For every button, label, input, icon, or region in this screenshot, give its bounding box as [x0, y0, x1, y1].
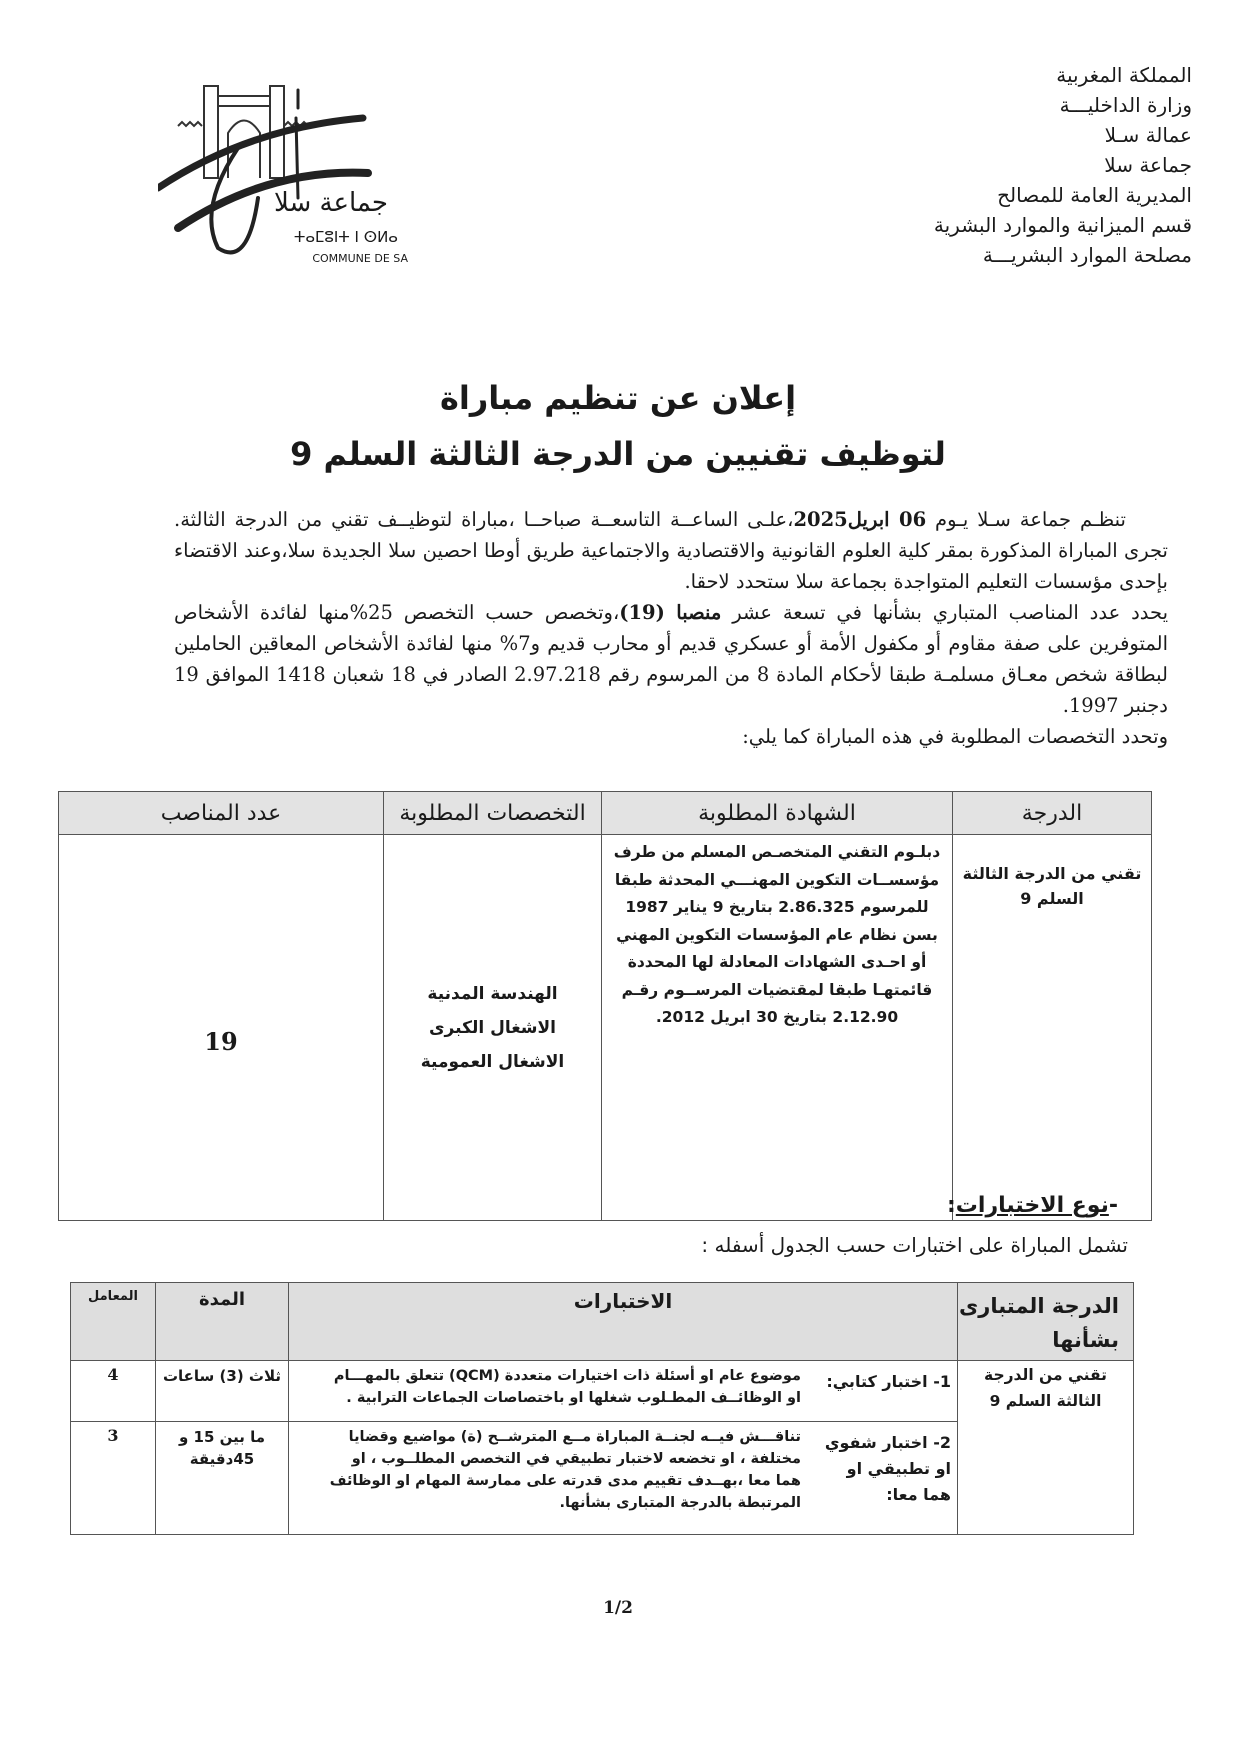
col-grade: الدرجة المتبارى بشأنها — [958, 1283, 1134, 1361]
duration-oral: ما بين 15 و 45دقيقة — [156, 1422, 289, 1535]
positions-table — [58, 791, 1152, 1221]
table-header-row — [71, 1283, 1134, 1361]
paragraph-positions: يحدد عدد المناصب المتباري بشأنها في تسعة عشر منصبا (19)،وتخصص حسب التخصص 25%منها لفائدة الأشخاص المتوفرين على صفة مقاوم أو مكفول الأمة أو عسكري قديم أو محارب قديم و7% منها لفائدة الأشخاص المعاقين الحاملين لبطاقة شخص معـاق مسلمـة طبقا لأحكام المادة 8 من المرسوم رقم 2.97.218 الصادر في 18 شعبان 1418 الموافق 19 دجنبر 1997. — [174, 601, 1168, 717]
positions-count: منصبا (19) — [619, 601, 722, 624]
diploma-cell: دبلـوم التقني المتخصـص المسلم من طرف مؤسســات التكوين المهنـــي المحدثة طبقا للمرسوم 2.86.325 بتاريخ 9 يناير 1987 بسن نظام عام المؤسسات التكوين المهني أو احـدى الشهادات المعادلة لها المحددة قائمتهـا طبقا لمقتضيات المرســوم رقـم 2.12.90 بتاريخ 30 ابريل 2012. — [602, 835, 953, 1221]
header-line-service: مصلحة الموارد البشريـــة — [982, 243, 1192, 267]
logo-arabic-name: جماعة سلا — [273, 188, 388, 218]
title-line-2: لتوظيف تقنيين من الدرجة الثالثة السلم 9 — [290, 435, 946, 473]
title-line-1: إعلان عن تنظيم مباراة — [439, 379, 797, 417]
exam-date: 06 ابريل2025 — [793, 508, 927, 531]
coefficient-oral: 3 — [71, 1422, 156, 1535]
test-desc-oral: تناقـــش فيــه لجنــة المباراة مــع المترشــح (ة) مواضيع وقضايا مختلفة ، او تخضعه لاختبار تطبيقي في التخصص المطلــوب ، او هما معا ،بهــدف تقييم مدى قدرته على ممارسة المهام او الوظائف المرتبطة بالدرجة المتبارى بشأنها. — [289, 1422, 822, 1535]
announcement-title — [0, 370, 1236, 482]
table-header-row — [59, 792, 1152, 835]
grade-cell: تقني من الدرجة الثالثة السلم 9 — [958, 1361, 1134, 1535]
coefficient-written: 4 — [71, 1361, 156, 1422]
col-coefficient: المعامل — [71, 1283, 156, 1361]
test-name-oral: 2- اختبار شفوي او تطبيقي او هما معا: — [821, 1422, 958, 1535]
header-line-kingdom: المملكة المغربية — [1056, 63, 1192, 87]
logo-tifinagh-name: ⵜⴰⵎⵓⵏⵜ ⵏ ⵙⵍⴰ — [293, 228, 398, 246]
specialty-public-works: الاشغال العمومية — [420, 1051, 565, 1072]
specialty-civil-engineering: الهندسة المدنية — [427, 983, 558, 1004]
header-line-directorate: المديرية العامة للمصالح — [997, 183, 1192, 207]
sale-gate-logo-icon — [158, 78, 408, 278]
paragraph-exam-date: تنظـم جماعة سـلا يـوم 06 ابريل2025،علـى الساعــة التاسعــة صباحــا ،مباراة لتوظيــف تقني من الدرجة الثالثة. تجرى المباراة المذكورة بمقر كلية العلوم القانونية والاقتصادية والاجتماعية طريق أوطا احصين سلا الجديدة سلا،وعند الاقتضاء بإحدى مؤسسات التعليم المتواجدة بجماعة سلا ستحدد لاحقا. — [174, 508, 1168, 593]
count-cell: 19 — [59, 835, 384, 1221]
col-duration: المدة — [156, 1283, 289, 1361]
header-line-ministry: وزارة الداخليـــة — [1059, 93, 1192, 117]
table-row — [59, 835, 1152, 1221]
specialties-cell — [384, 835, 602, 1221]
specialty-major-works: الاشغال الكبرى — [428, 1017, 557, 1038]
col-diploma: الشهادة المطلوبة — [602, 792, 953, 835]
header-line-commune: جماعة سلا — [1104, 153, 1192, 177]
announcement-body — [174, 504, 1168, 752]
col-tests: الاختبارات — [289, 1283, 958, 1361]
tests-table — [70, 1282, 1134, 1535]
duration-written: ثلاث (3) ساعات — [156, 1361, 289, 1422]
col-grade: الدرجة — [953, 792, 1152, 835]
tests-intro: تشمل المباراة على اختبارات حسب الجدول أسفله : — [701, 1233, 1128, 1257]
page-number: 1/2 — [603, 1598, 633, 1618]
col-count: عدد المناصب — [59, 792, 384, 835]
administrative-header — [772, 60, 1192, 270]
table-row — [71, 1361, 1134, 1422]
col-specialties: التخصصات المطلوبة — [384, 792, 602, 835]
paragraph-specialties-intro: وتحدد التخصصات المطلوبة في هذه المباراة كما يلي: — [742, 725, 1168, 748]
header-line-division: قسم الميزانية والموارد البشرية — [933, 213, 1192, 237]
tests-heading: -نوع الاختبارات: — [946, 1193, 1118, 1218]
grade-cell: تقني من الدرجة الثالثة السلم 9 — [953, 835, 1152, 1221]
test-desc-written: موضوع عام او أسئلة ذات اختيارات متعددة (QCM) تتعلق بالمهـــام او الوظائــف المطـلوب شغلها او باختصاصات الجماعات الترابية . — [289, 1361, 822, 1422]
header-line-prefecture: عمالة سـلا — [1104, 123, 1192, 147]
commune-logo — [158, 78, 408, 278]
test-name-written: 1- اختبار كتابي: — [821, 1361, 958, 1422]
logo-french-name: COMMUNE DE SA — [312, 252, 408, 265]
